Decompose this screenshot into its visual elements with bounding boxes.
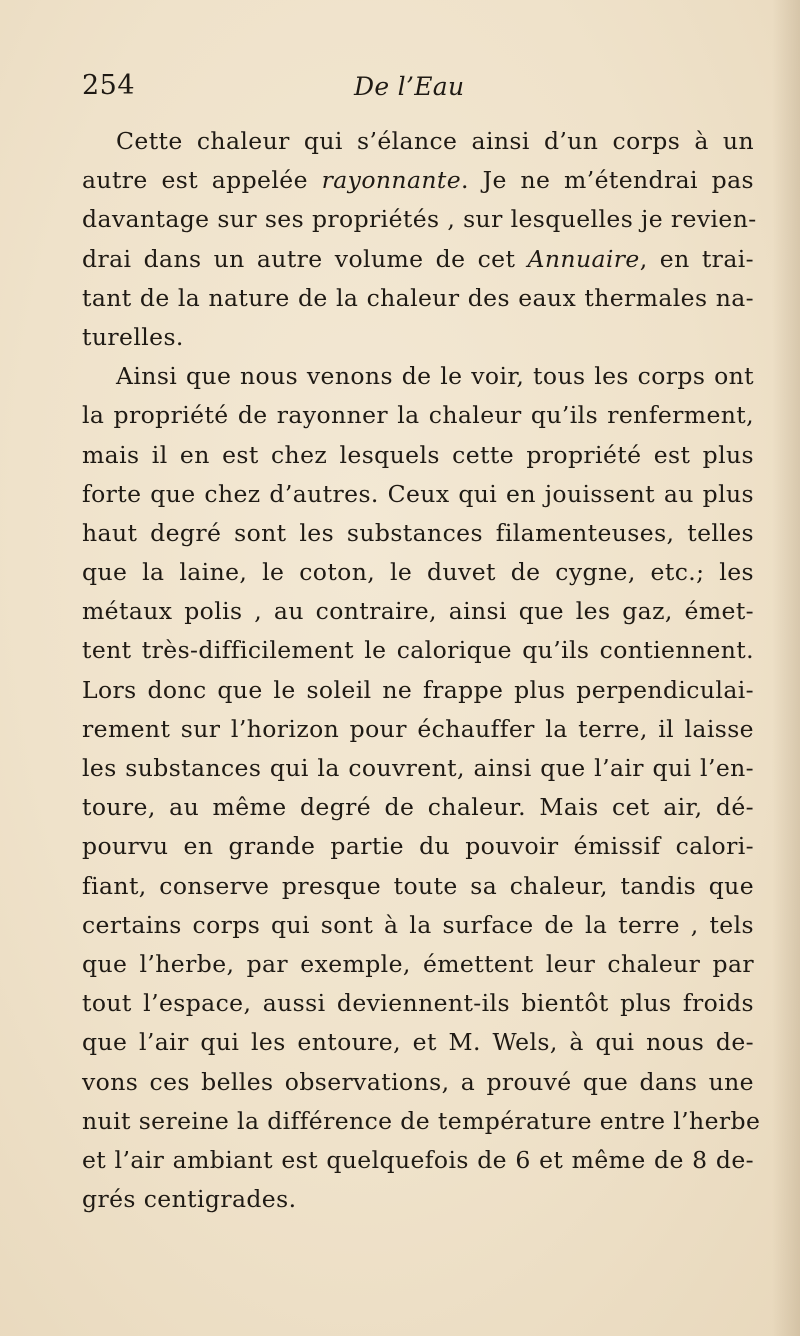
text-line: forte que chez d’autres. Ceux qui en jouissent au plus	[82, 479, 754, 508]
paragraph	[82, 357, 761, 1219]
text-line: que la laine, le coton, le duvet de cygne, etc.; les	[82, 558, 754, 587]
running-title: De l’Eau	[354, 72, 465, 101]
text-line: vons ces belles observations, a prouvé que dans une	[82, 1067, 754, 1096]
text-line	[82, 161, 754, 200]
text-line: les substances qui la couvrent, ainsi que l’air qui l’en-	[82, 754, 754, 782]
text-run: drai dans un autre volume de cet	[82, 244, 528, 273]
text-line: turelles.	[82, 322, 184, 351]
text-line: tout l’espace, aussi deviennent-ils bientôt plus froids	[82, 989, 754, 1018]
text-line: métaux polis , au contraire, ainsi que les gaz, émet-	[82, 597, 754, 626]
text-run: , en trai-	[639, 244, 754, 273]
text-line: fiant, conserve presque toute sa chaleur, tandis que	[82, 871, 754, 900]
body-text	[82, 122, 761, 1219]
text-line: et l’air ambiant est quelquefois de 6 et même de 8 de-	[82, 1145, 754, 1174]
running-head	[82, 64, 750, 104]
text-line: que l’herbe, par exemple, émettent leur chaleur par	[82, 949, 754, 978]
text-line: haut degré sont les substances filamenteuses, telles	[82, 518, 754, 547]
text-line: que l’air qui les entoure, et M. Wels, à qui nous de-	[82, 1028, 754, 1057]
page-number: 254	[82, 70, 136, 101]
text-line: grés centigrades.	[82, 1185, 297, 1214]
text-run: . Je ne m’étendrai pas	[461, 166, 754, 195]
text-line: Lors donc que le soleil ne frappe plus perpendiculai-	[82, 675, 754, 704]
text-line: rement sur l’horizon pour échauffer la terre, il laisse	[82, 714, 754, 743]
italic-term: rayonnante	[321, 166, 462, 195]
page-edge-shadow	[772, 0, 800, 1336]
text-run: autre est appelée	[82, 166, 322, 195]
text-line: pourvu en grande partie du pouvoir émissif calori-	[82, 832, 754, 861]
italic-term: Annuaire	[527, 244, 640, 273]
text-line: tant de la nature de la chaleur des eaux thermales na-	[82, 283, 754, 312]
text-line: davantage sur ses propriétés , sur lesquelles je revien-	[82, 205, 757, 234]
text-line: nuit sereine la différence de température entre l’herbe	[82, 1106, 761, 1135]
paragraph	[82, 122, 757, 357]
text-line: mais il en est chez lesquels cette propriété est plus	[82, 440, 754, 469]
text-line: certains corps qui sont à la surface de la terre , tels	[82, 910, 754, 939]
text-line: Cette chaleur qui s’élance ainsi d’un corps à un	[116, 127, 754, 155]
text-line: tent très-difficilement le calorique qu’ils contiennent.	[82, 636, 754, 665]
text-line: toure, au même degré de chaleur. Mais cet air, dé-	[82, 793, 754, 822]
text-line	[82, 240, 754, 279]
text-line: la propriété de rayonner la chaleur qu’ils renferment,	[82, 401, 754, 430]
text-line: Ainsi que nous venons de le voir, tous les corps ont	[116, 362, 754, 391]
